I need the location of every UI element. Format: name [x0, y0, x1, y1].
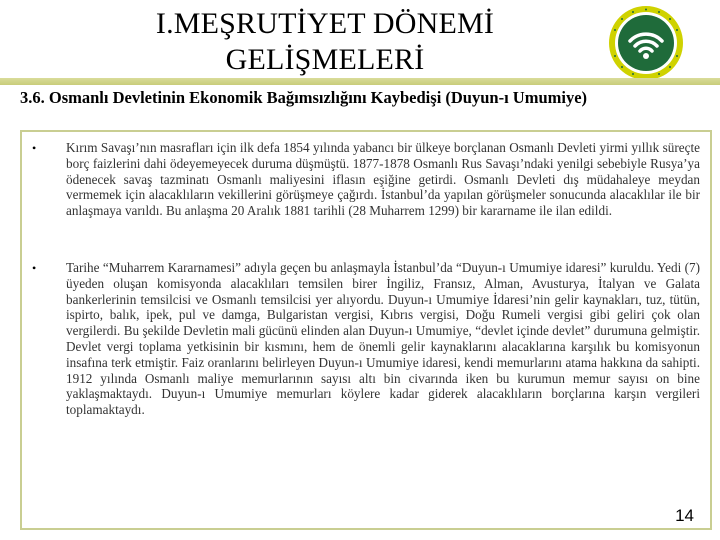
list-item	[30, 260, 700, 418]
page-title-line-1: I.MEŞRUTİYET DÖNEMİ	[155, 7, 495, 40]
paragraph-1: Kırım Savaşı’nın masrafları için ilk defa 1854 yılında yabancı bir ülkeye borçlanan Osmanlı Devleti yirmi yıllık süreçte borç faizlerini dahi ödeyemeyecek duruma düşmüştü. 1877-1878 Osmanlı Rus Savaşı’ndaki yenilgi sebebiyle Rusya’ya ödenecek savaş tazminatı Osmanlı maliyesini iflasın eşiğine getirdi. Osmanlı Devleti dış müdahaleye meydan vermemek için alacaklıların vekillerini görüşmeye çağırdı. İstanbul’da yapılan görüşmeler sonucunda alacaklılar ile bir anlaşmaya varıldı. Bu anlaşma 20 Aralık 1881 tarihli (28 Muharrem 1299) bir kararname ile ilan edildi.	[66, 140, 700, 219]
university-logo-icon	[607, 4, 685, 82]
paragraph-2: Tarihe “Muharrem Kararnamesi” adıyla geçen bu anlaşmayla İstanbul’da “Duyun-ı Umumiye idaresi” kuruldu. Yedi (7) üyeden oluşan komisyonda alacaklıları temsilen birer İngiliz, Fransız, Alman, Avusturya, İtalyan ve Galata bankerlerinin temsilcisi ve Osmanlı temsilcisi yer alıyordu. Duyun-ı Umumiye İdaresi’nin gelir kaynakları, tuz, tütün, ispirto, balık, ipek, pul ve damga, Bulgaristan vergisi, Kıbrıs vergisi, Doğu Rumeli vergisi gibi geliri çok olan vergilerdi. Bu şekilde Devletin mali gücünü elinden alan Duyun-ı Umumiye, “devlet içinde devlet” durumuna gelmiştir. Devlet vergi toplama yetkisinin bir kısmını, hem de önemli gelir kaynaklarını alacaklarına karşılık bu komisyonun insafına terk etmiştir. Faiz oranlarını belirleyen Duyun-ı Umumiye idaresi, kendi memurlarını atama hakkına da sahipti. 1912 yılında Osmanlı maliye memurlarının sayısı altı bin civarında iken bu kurumun memur sayısı on bine yaklaşmaktaydı. Duyun-ı Umumiye memurları köylere kadar giderek alacaklıların borçlarına karşın vergileri toplamaktaydı.	[66, 260, 700, 418]
header-divider	[0, 78, 720, 85]
page-title-line-2: GELİŞMELERİ	[225, 43, 425, 76]
page-title	[110, 6, 540, 78]
bullet: •	[32, 141, 37, 155]
page-number: 14	[675, 506, 694, 525]
section-heading: 3.6. Osmanlı Devletinin Ekonomik Bağımsızlığını Kaybedişi (Duyun-ı Umumiye)	[20, 88, 588, 107]
bullet: •	[32, 261, 37, 275]
list-item	[30, 140, 700, 219]
content-panel	[20, 130, 712, 530]
